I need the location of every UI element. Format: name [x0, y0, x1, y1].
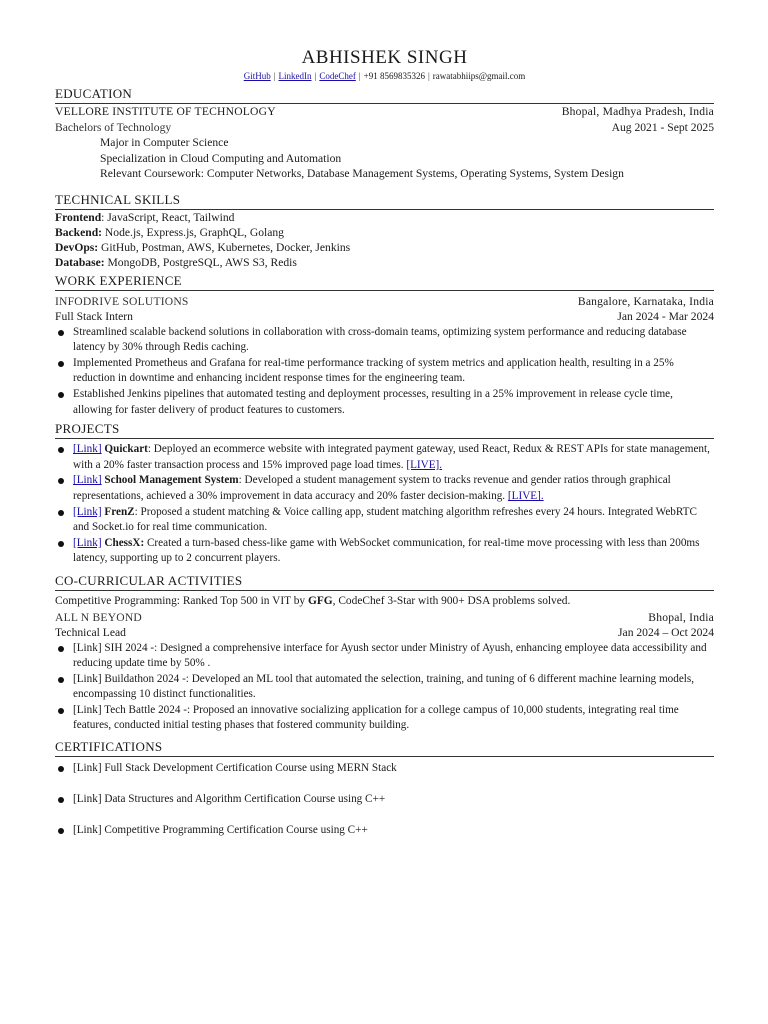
skill-label: DevOps:	[55, 241, 99, 255]
organization-name: ALL N BEYOND	[55, 610, 142, 624]
education-detail: Relevant Coursework: Computer Networks, Database Management Systems, Operating Systems, System Design	[100, 167, 624, 180]
section-heading-education: EDUCATION	[55, 86, 714, 104]
skill-label: Frontend	[55, 210, 102, 224]
job-dates: Jan 2024 - Mar 2024	[617, 310, 714, 324]
project-desc: : Developed a student management system to tracks revenue and gender ratios through graphical representations, achieved a 30% improvement in data accuracy and 20% faster decision-making.	[73, 474, 671, 503]
certification-list	[55, 761, 714, 839]
list-item: Implemented Prometheus and Grafana for real-time performance tracking of system metrics and application health, resulting in a 25% reduction in downtime and enhancing incident response times for the engineering team.	[55, 356, 714, 387]
project-name: FrenZ	[104, 505, 135, 518]
activity-role: Technical Lead	[55, 626, 126, 639]
skill-row-backend	[55, 225, 714, 240]
activity-bullets	[55, 641, 714, 735]
skill-label: Database:	[55, 256, 105, 270]
skill-row-frontend	[55, 210, 714, 225]
project-link[interactable]: [Link]	[73, 474, 102, 487]
section-heading-certifications: CERTIFICATIONS	[55, 739, 714, 757]
education-dates: Aug 2021 - Sept 2025	[611, 120, 714, 134]
project-live-link[interactable]: [LIVE].	[406, 458, 443, 471]
project-link[interactable]: [Link]	[73, 505, 102, 518]
contact-line: GitHub | LinkedIn | CodeChef | +91 8569835326 | rawatabhiips@gmail.com	[243, 71, 526, 81]
education-detail: Specialization in Cloud Computing and Automation	[100, 151, 342, 165]
section-heading-cocurricular: CO-CURRICULAR ACTIVITIES	[55, 573, 714, 591]
linkedin-link[interactable]: LinkedIn	[278, 71, 312, 81]
project-link[interactable]: [Link]	[73, 443, 102, 456]
project-name: School Management System	[104, 474, 239, 487]
project-desc: : Deployed an ecommerce website with integrated payment gateway, used React, Redux & REST APIs for state management, with a 20% faster transaction process and 15% improved page load times.	[73, 443, 710, 471]
degree-name: Bachelors of Technology	[55, 120, 172, 134]
company-location: Bangalore, Karnataka, India	[577, 294, 714, 308]
list-item: [Link] Full Stack Development Certification Course using MERN Stack	[55, 761, 714, 777]
project-desc: Created a turn-based chess-like game with WebSocket communication, for real-time move processing with less than 200ms latency, supporting up to 2 concurrent players.	[73, 536, 700, 565]
project-name: ChessX:	[104, 536, 145, 549]
activity-role-row	[55, 625, 714, 641]
section-heading-projects: PROJECTS	[55, 421, 714, 439]
list-item: [Link] Buildathon 2024 -: Developed an ML tool that automated the selection, training, and tuning of 6 different machine learning models, encompassing 10 distinct functionalities.	[55, 672, 714, 703]
list-item: Established Jenkins pipelines that automated testing and deployment processes, resulting in a 25% improvement in release cycle time, allowing for faster delivery of product features to customers.	[55, 387, 714, 418]
company-name: INFODRIVE SOLUTIONS	[55, 294, 189, 308]
section-heading-skills: TECHNICAL SKILLS	[55, 192, 714, 210]
school-name: VELLORE INSTITUTE OF TECHNOLOGY	[55, 105, 276, 118]
list-item: [Link] Data Structures and Algorithm Certification Course using C++	[55, 792, 714, 808]
project-name: Quickart	[104, 443, 148, 456]
skill-value: GitHub, Postman, AWS, Kubernetes, Docker, Jenkins	[98, 241, 351, 255]
skill-row-devops	[55, 240, 714, 255]
section-heading-experience: WORK EXPERIENCE	[55, 273, 714, 291]
skill-value: : JavaScript, React, Tailwind	[101, 210, 235, 224]
project-live-link[interactable]: [LIVE].	[507, 490, 544, 503]
school-location: Bhopal, Madhya Pradesh, India	[561, 105, 714, 118]
resume-page	[55, 46, 714, 854]
project-item-quickart	[55, 442, 714, 473]
candidate-name: ABHISHEK SINGH	[301, 47, 468, 68]
list-item: [Link] SIH 2024 -: Designed a comprehensive interface for Ayush sector under Ministry of Ayush, enhancing employee data accessibility and reducing update time by 50% .	[55, 641, 714, 672]
education-school-row	[55, 104, 714, 120]
project-item-frenz	[55, 505, 714, 536]
skill-value: MongoDB, PostgreSQL, AWS S3, Redis	[104, 256, 297, 270]
project-list	[55, 442, 714, 567]
project-item-chessx	[55, 536, 714, 567]
list-item: [Link] Tech Battle 2024 -: Proposed an innovative socializing application for a college campus of 10,000 students, integrating real time features, conducted initial testing phases that fostered community building.	[55, 703, 714, 734]
experience-bullets	[55, 325, 714, 419]
cp-text-bold: GFG	[307, 595, 333, 607]
competitive-programming-line	[55, 594, 714, 610]
experience-company-row	[55, 294, 714, 310]
project-link[interactable]: [Link]	[73, 536, 102, 549]
github-link[interactable]: GitHub	[243, 71, 271, 81]
organization-location: Bhopal, India	[648, 610, 714, 624]
list-item: [Link] Competitive Programming Certification Course using C++	[55, 823, 714, 839]
experience-role-row	[55, 309, 714, 325]
education-detail: Major in Computer Science	[100, 136, 229, 149]
project-item-school-management	[55, 473, 714, 504]
job-role: Full Stack Intern	[55, 310, 133, 324]
project-desc: : Proposed a student matching & Voice calling app, student matching algorithm refreshes every 24 hours. Integrated WebRTC and Socket.io for real time communication.	[73, 505, 697, 534]
cp-text-end: , CodeChef 3-Star with 900+ DSA problems solved.	[332, 595, 571, 607]
education-degree-row	[55, 120, 714, 136]
activity-dates: Jan 2024 – Oct 2024	[618, 626, 714, 639]
skill-label: Backend:	[55, 225, 103, 239]
activity-org-row	[55, 610, 714, 626]
phone-number: +91 8569835326	[363, 71, 425, 81]
list-item: Streamlined scalable backend solutions in collaboration with cross-domain teams, optimizing system performance and reducing database latency by 30% through Redis caching.	[55, 325, 714, 356]
cp-text-start: Competitive Programming: Ranked Top 500 in VIT by	[55, 595, 308, 607]
skill-row-database	[55, 255, 714, 270]
email-address: rawatabhiips@gmail.com	[432, 71, 526, 81]
skill-value: Node.js, Express.js, GraphQL, Golang	[102, 225, 284, 239]
codechef-link[interactable]: CodeChef	[319, 71, 356, 81]
